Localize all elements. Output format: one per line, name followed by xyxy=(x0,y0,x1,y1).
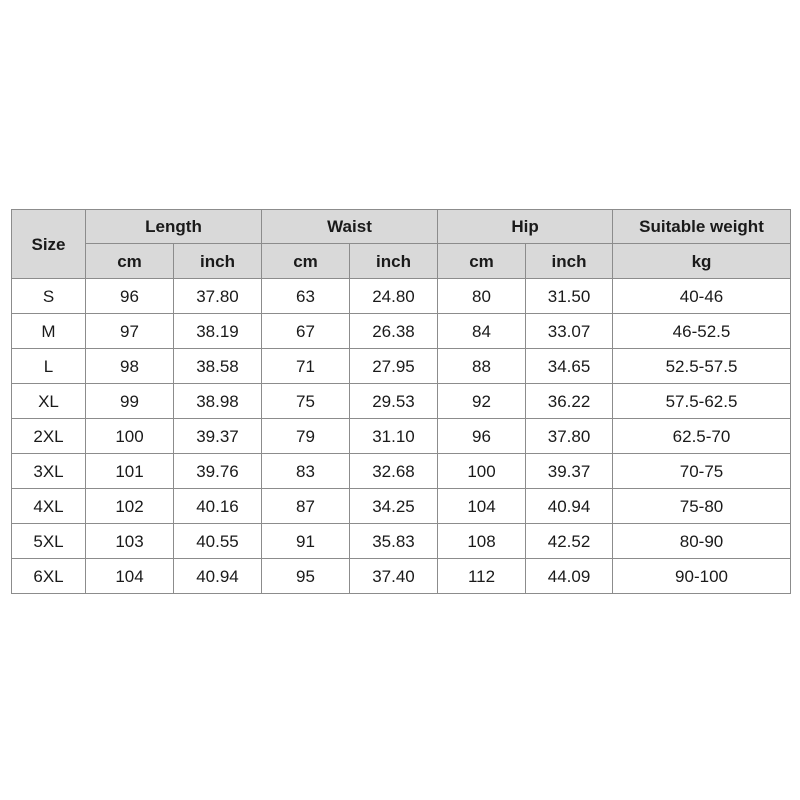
table-row xyxy=(12,279,791,314)
table-row xyxy=(12,454,791,489)
weight-header: Suitable weight xyxy=(613,210,791,244)
hip-inch-header: inch xyxy=(526,244,613,279)
weight-kg-cell: 52.5-57.5 xyxy=(613,349,791,384)
header-row-groups xyxy=(12,210,791,244)
waist-cm-cell: 79 xyxy=(262,419,350,454)
hip-cm-cell: 88 xyxy=(438,349,526,384)
length-inch-cell: 38.19 xyxy=(174,314,262,349)
length-inch-cell: 40.94 xyxy=(174,559,262,594)
length-cm-cell: 100 xyxy=(86,419,174,454)
length-cm-cell: 103 xyxy=(86,524,174,559)
table-row xyxy=(12,489,791,524)
weight-kg-cell: 46-52.5 xyxy=(613,314,791,349)
length-inch-header: inch xyxy=(174,244,262,279)
weight-kg-cell: 75-80 xyxy=(613,489,791,524)
waist-cm-cell: 67 xyxy=(262,314,350,349)
length-inch-cell: 38.98 xyxy=(174,384,262,419)
length-cm-header: cm xyxy=(86,244,174,279)
size-header: Size xyxy=(12,210,86,279)
weight-kg-cell: 80-90 xyxy=(613,524,791,559)
hip-inch-cell: 44.09 xyxy=(526,559,613,594)
waist-cm-header: cm xyxy=(262,244,350,279)
waist-inch-cell: 26.38 xyxy=(350,314,438,349)
length-inch-cell: 40.55 xyxy=(174,524,262,559)
weight-kg-cell: 70-75 xyxy=(613,454,791,489)
length-inch-cell: 37.80 xyxy=(174,279,262,314)
table-row xyxy=(12,419,791,454)
waist-inch-cell: 31.10 xyxy=(350,419,438,454)
waist-inch-cell: 34.25 xyxy=(350,489,438,524)
weight-kg-cell: 62.5-70 xyxy=(613,419,791,454)
hip-inch-cell: 42.52 xyxy=(526,524,613,559)
hip-cm-cell: 80 xyxy=(438,279,526,314)
table-row xyxy=(12,384,791,419)
hip-inch-cell: 40.94 xyxy=(526,489,613,524)
length-inch-cell: 40.16 xyxy=(174,489,262,524)
waist-inch-cell: 35.83 xyxy=(350,524,438,559)
hip-cm-cell: 96 xyxy=(438,419,526,454)
length-inch-cell: 39.37 xyxy=(174,419,262,454)
hip-inch-cell: 34.65 xyxy=(526,349,613,384)
waist-cm-cell: 83 xyxy=(262,454,350,489)
weight-kg-cell: 90-100 xyxy=(613,559,791,594)
length-cm-cell: 98 xyxy=(86,349,174,384)
length-inch-cell: 39.76 xyxy=(174,454,262,489)
size-cell: 4XL xyxy=(12,489,86,524)
hip-cm-cell: 112 xyxy=(438,559,526,594)
hip-header: Hip xyxy=(438,210,613,244)
waist-cm-cell: 91 xyxy=(262,524,350,559)
hip-inch-cell: 39.37 xyxy=(526,454,613,489)
table-body xyxy=(12,279,791,594)
length-header: Length xyxy=(86,210,262,244)
hip-cm-cell: 92 xyxy=(438,384,526,419)
length-cm-cell: 102 xyxy=(86,489,174,524)
hip-cm-header: cm xyxy=(438,244,526,279)
size-cell: 2XL xyxy=(12,419,86,454)
table-row xyxy=(12,524,791,559)
waist-inch-cell: 27.95 xyxy=(350,349,438,384)
size-cell: M xyxy=(12,314,86,349)
waist-header: Waist xyxy=(262,210,438,244)
hip-cm-cell: 100 xyxy=(438,454,526,489)
hip-inch-cell: 36.22 xyxy=(526,384,613,419)
size-cell: 5XL xyxy=(12,524,86,559)
waist-inch-header: inch xyxy=(350,244,438,279)
length-cm-cell: 104 xyxy=(86,559,174,594)
table-row xyxy=(12,559,791,594)
length-cm-cell: 96 xyxy=(86,279,174,314)
length-cm-cell: 101 xyxy=(86,454,174,489)
table-row xyxy=(12,314,791,349)
size-cell: XL xyxy=(12,384,86,419)
hip-inch-cell: 33.07 xyxy=(526,314,613,349)
weight-kg-cell: 57.5-62.5 xyxy=(613,384,791,419)
waist-cm-cell: 71 xyxy=(262,349,350,384)
size-cell: L xyxy=(12,349,86,384)
waist-cm-cell: 75 xyxy=(262,384,350,419)
waist-inch-cell: 29.53 xyxy=(350,384,438,419)
hip-cm-cell: 108 xyxy=(438,524,526,559)
table-row xyxy=(12,349,791,384)
header-row-units xyxy=(12,244,791,279)
length-cm-cell: 99 xyxy=(86,384,174,419)
hip-cm-cell: 84 xyxy=(438,314,526,349)
waist-cm-cell: 87 xyxy=(262,489,350,524)
waist-inch-cell: 32.68 xyxy=(350,454,438,489)
waist-cm-cell: 95 xyxy=(262,559,350,594)
waist-inch-cell: 37.40 xyxy=(350,559,438,594)
size-chart-table xyxy=(11,209,791,594)
weight-kg-cell: 40-46 xyxy=(613,279,791,314)
waist-cm-cell: 63 xyxy=(262,279,350,314)
size-cell: 3XL xyxy=(12,454,86,489)
hip-cm-cell: 104 xyxy=(438,489,526,524)
length-inch-cell: 38.58 xyxy=(174,349,262,384)
length-cm-cell: 97 xyxy=(86,314,174,349)
hip-inch-cell: 31.50 xyxy=(526,279,613,314)
size-cell: S xyxy=(12,279,86,314)
waist-inch-cell: 24.80 xyxy=(350,279,438,314)
weight-kg-header: kg xyxy=(613,244,791,279)
hip-inch-cell: 37.80 xyxy=(526,419,613,454)
size-cell: 6XL xyxy=(12,559,86,594)
